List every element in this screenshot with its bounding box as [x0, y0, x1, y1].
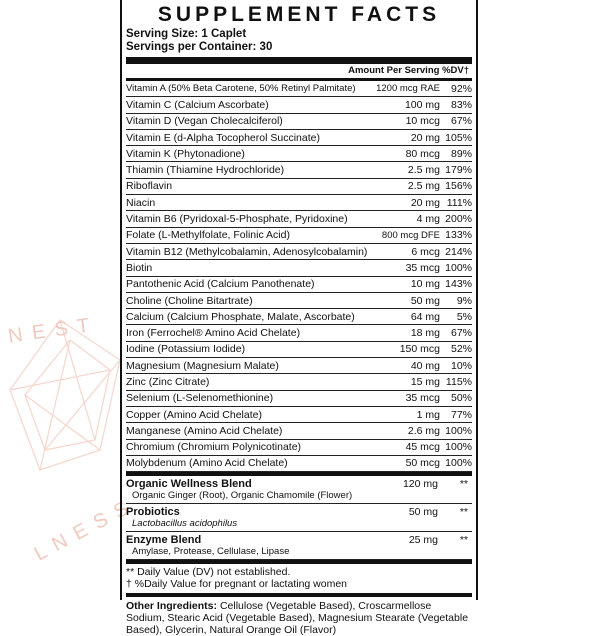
nutrient-amount: 35 mcg — [405, 261, 440, 274]
nutrient-name: Copper (Amino Acid Chelate) — [126, 408, 262, 421]
blend-list — [126, 476, 472, 560]
blend-dv: ** — [459, 534, 468, 547]
nutrient-dv: 156% — [445, 180, 472, 193]
nutrient-row — [126, 456, 472, 472]
nutrient-row — [126, 423, 472, 439]
nutrient-name: Riboflavin — [126, 180, 173, 193]
nutrient-name: Vitamin B12 (Methylcobalamin, Adenosylcobalamin) — [126, 245, 368, 258]
nutrient-row — [126, 81, 472, 97]
nutrient-row — [126, 342, 472, 358]
nutrient-name: Zinc (Zinc Citrate) — [126, 375, 210, 388]
nutrient-row — [126, 325, 472, 341]
supplement-facts-panel — [120, 0, 478, 636]
nutrient-name: Selenium (L-Selenomethionine) — [126, 392, 274, 405]
nutrient-dv: 9% — [456, 294, 472, 307]
nutrient-row — [126, 277, 472, 293]
nutrient-dv: 52% — [450, 343, 472, 356]
nutrient-dv: 10% — [450, 359, 472, 372]
nutrient-amount: 10 mcg — [405, 115, 440, 128]
nutrient-amount: 6 mcg — [411, 245, 440, 258]
nutrient-amount: 10 mg — [410, 278, 440, 291]
blend-title: Enzyme Blend — [126, 534, 202, 547]
nutrient-name: Vitamin A (50% Beta Carotene, 50% Retinyl Palmitate) — [126, 83, 356, 95]
nutrient-name: Chromium (Chromium Polynicotinate) — [126, 441, 302, 454]
nutrient-dv: 89% — [450, 147, 472, 160]
nutrient-row — [126, 244, 472, 260]
nutrient-dv: 143% — [445, 278, 472, 291]
nutrient-amount: 4 mg — [416, 213, 440, 226]
nutrient-dv: 5% — [456, 310, 472, 323]
nutrient-name: Niacin — [126, 196, 156, 209]
blend-title: Probiotics — [126, 506, 180, 519]
nutrient-dv: 50% — [450, 392, 472, 405]
nutrient-amount: 1 mg — [416, 408, 440, 421]
nutrient-amount: 80 mcg — [405, 147, 440, 160]
nutrient-dv: 105% — [445, 131, 472, 144]
nutrient-row — [126, 293, 472, 309]
serving-size: Serving Size: 1 Caplet — [126, 28, 247, 40]
nutrient-name: Calcium (Calcium Phosphate, Malate, Ascorbate) — [126, 310, 355, 323]
nutrient-dv: 67% — [450, 327, 472, 340]
nutrient-amount: 2.5 mg — [407, 180, 440, 193]
blend-dv: ** — [459, 478, 468, 491]
nutrient-list — [126, 81, 472, 472]
nutrient-dv: 83% — [450, 98, 472, 111]
nutrient-name: Iron (Ferrochel® Amino Acid Chelate) — [126, 327, 301, 340]
nutrient-row — [126, 130, 472, 146]
nutrient-dv: 92% — [450, 82, 472, 95]
nutrient-dv: 133% — [445, 229, 472, 242]
blend-amount: 25 mg — [408, 534, 438, 547]
nutrient-name: Molybdenum (Amino Acid Chelate) — [126, 457, 288, 470]
watermark-word-bottom: L N E S S — [30, 496, 134, 566]
nutrient-dv: 115% — [445, 375, 472, 388]
other-ingredients-label: Other Ingredients: — [126, 600, 218, 613]
other-ingredients — [126, 597, 472, 636]
blend-item — [126, 504, 472, 532]
nutrient-row — [126, 162, 472, 178]
blend-ingredients: Amylase, Protease, Cellulase, Lipase — [132, 546, 290, 558]
nutrient-name: Pantothenic Acid (Calcium Panothenate) — [126, 278, 315, 291]
nutrient-amount: 45 mcg — [405, 441, 440, 454]
nutrient-name: Vitamin E (d-Alpha Tocopherol Succinate) — [126, 131, 320, 144]
footnotes — [126, 564, 472, 590]
nutrient-dv: 111% — [446, 196, 472, 209]
nutrient-amount: 2.5 mg — [407, 164, 440, 177]
nutrient-row — [126, 358, 472, 374]
nutrient-row — [126, 228, 472, 244]
nutrient-row — [126, 97, 472, 113]
amount-header: Amount Per Serving %DV† — [348, 65, 469, 76]
nutrient-dv: 77% — [450, 408, 472, 421]
nutrient-amount: 50 mg — [410, 294, 440, 307]
nutrient-amount: 800 mcg DFE — [381, 229, 440, 241]
nutrient-name: Folate (L-Methylfolate, Folinic Acid) — [126, 229, 290, 242]
nutrient-amount: 2.6 mg — [407, 424, 440, 437]
nutrient-dv: 179% — [445, 164, 472, 177]
nutrient-dv: 67% — [450, 115, 472, 128]
nutrient-row — [126, 260, 472, 276]
nutrient-name: Choline (Choline Bitartrate) — [126, 294, 253, 307]
nutrient-row — [126, 146, 472, 162]
blend-title: Organic Wellness Blend — [126, 478, 252, 491]
nutrient-dv: 100% — [445, 441, 472, 454]
nutrient-name: Manganese (Amino Acid Chelate) — [126, 424, 283, 437]
blend-item — [126, 476, 472, 504]
nutrient-row — [126, 309, 472, 325]
panel-title: SUPPLEMENT FACTS — [157, 3, 441, 26]
other-ingredients-text: Cellulose (Vegetable Based), Croscarmellose Sodium, Stearic Acid (Vegetable Based), Magnesium Stearate (Vegetable Based), Glycerin, Natural Orange Oil (Flavor) — [126, 600, 469, 636]
nutrient-row — [126, 179, 472, 195]
blend-dv: ** — [459, 506, 468, 519]
nutrient-dv: 100% — [445, 457, 472, 470]
nutrient-dv: 100% — [445, 424, 472, 437]
nutrient-name: Magnesium (Magnesium Malate) — [126, 359, 279, 372]
nutrient-amount: 50 mcg — [405, 457, 440, 470]
nutrient-amount: 18 mg — [410, 327, 440, 340]
blend-ingredients: Organic Ginger (Root), Organic Chamomile (Flower) — [132, 490, 353, 502]
nutrient-name: Vitamin B6 (Pyridoxal-5-Phosphate, Pyridoxine) — [126, 213, 348, 226]
nutrient-amount: 150 mcg — [399, 343, 440, 356]
nutrient-amount: 20 mg — [410, 131, 440, 144]
nutrient-name: Vitamin D (Vegan Cholecalciferol) — [126, 115, 283, 128]
blend-ingredients: Lactobacillus acidophilus — [132, 518, 238, 530]
nutrient-name: Vitamin K (Phytonadione) — [126, 147, 245, 160]
nutrient-amount: 20 mg — [410, 196, 440, 209]
nutrient-dv: 100% — [445, 261, 472, 274]
servings-per-container: Servings per Container: 30 — [126, 41, 273, 53]
nutrient-row — [126, 114, 472, 130]
nutrient-name: Iodine (Potassium Iodide) — [126, 343, 246, 356]
nutrient-amount: 15 mg — [410, 375, 440, 388]
nutrient-row — [126, 374, 472, 390]
blend-item — [126, 532, 472, 560]
nutrient-row — [126, 211, 472, 227]
nutrient-name: Thiamin (Thiamine Hydrochloride) — [126, 164, 285, 177]
nutrient-row — [126, 440, 472, 456]
blend-amount: 50 mg — [408, 506, 438, 519]
nutrient-row — [126, 391, 472, 407]
nutrient-dv: 214% — [445, 245, 472, 258]
watermark-word-top: N E S T — [6, 314, 93, 348]
nutrient-amount: 35 mcg — [405, 392, 440, 405]
nutrient-row — [126, 407, 472, 423]
nutrient-name: Biotin — [126, 261, 153, 274]
nutrient-amount: 64 mg — [410, 310, 440, 323]
nutrient-amount: 1200 mcg RAE — [376, 83, 440, 95]
heavy-divider — [126, 57, 472, 64]
footnote-dv: ** Daily Value (DV) not established. — [126, 566, 291, 579]
blend-amount: 120 mg — [402, 478, 438, 491]
nutrient-amount: 100 mg — [404, 98, 440, 111]
nutrient-amount: 40 mg — [410, 359, 440, 372]
nutrient-dv: 200% — [445, 213, 472, 226]
footnote-pregnant: † %Daily Value for pregnant or lactating women — [126, 578, 348, 591]
nutrient-row — [126, 195, 472, 211]
nutrient-name: Vitamin C (Calcium Ascorbate) — [126, 98, 269, 111]
